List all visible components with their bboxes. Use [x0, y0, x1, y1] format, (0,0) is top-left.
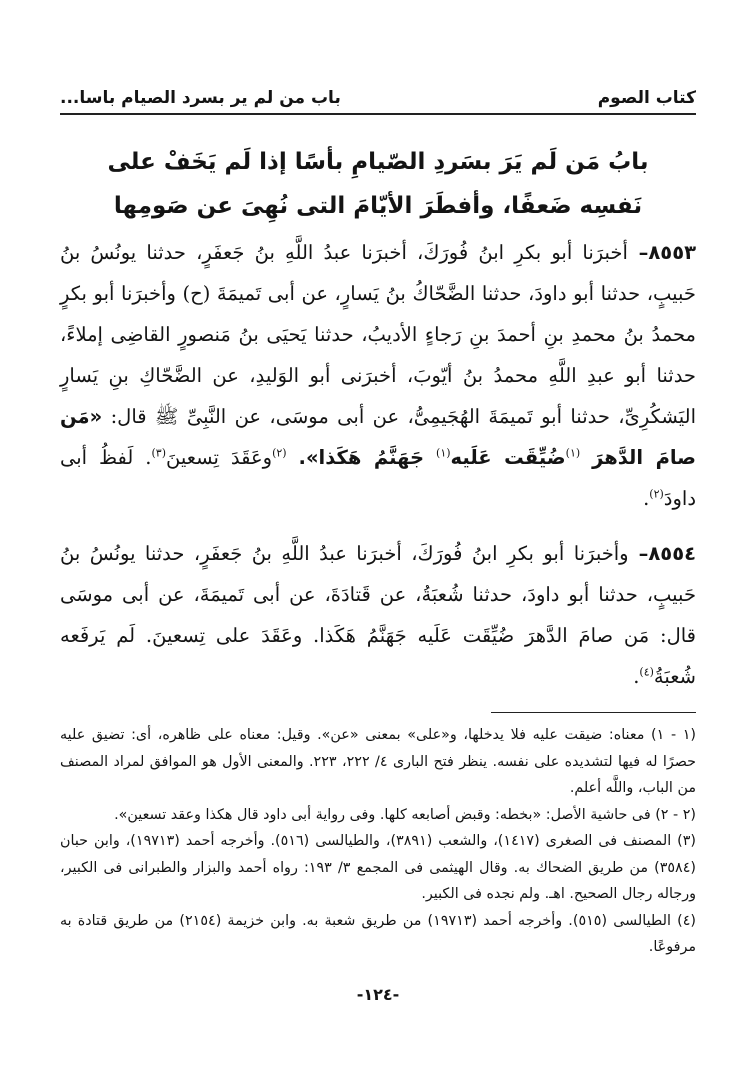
hadith-text-b: وعَقَدَ تِسعينَ — [166, 446, 273, 469]
chapter-title — [60, 140, 696, 228]
prophetic-quote-part-3: جَهَنَّمُ هَكَذا». — [298, 446, 425, 469]
footnote-marker-1-end: (١) — [436, 446, 451, 460]
footnote-1: (١ - ١) معناه: ضيقت عليه فلا يدخلها، و«على» بمعنى «عن». وقيل: معناه على ظاهره، أى: تضيق عليه حصرًا له فيها لتشديده على نفسه. ينظر فتح البارى ٤/ ٢٢٢، ٢٢٣. والمعنى الأول هو الموافق لمراد المصنف من الباب، واللَّه أعلم. — [60, 727, 696, 796]
footnote-marker-3: (٣) — [151, 446, 167, 460]
main-text — [60, 232, 696, 697]
hadith-number: ٨٥٥٣ — [648, 241, 696, 264]
header-rule — [60, 113, 696, 115]
prophetic-quote-part-2: ضُيِّقَت عَلَيه — [450, 446, 566, 469]
number-dash: – — [627, 241, 649, 264]
footnote-marker-2-end: (٢) — [649, 487, 664, 501]
hadith-text-c: . لَفظُ أبى داودَ — [60, 446, 696, 510]
page-number: -١٢٤- — [356, 985, 400, 1004]
hadith-text-d: . — [643, 487, 650, 510]
hadith-8553 — [60, 232, 696, 519]
book-title: كتاب الصوم — [597, 88, 696, 108]
footnote-4: (٤) الطيالسى (٥١٥). وأخرجه أحمد (١٩٧١٣) من طريق شعبة به. وابن خزيمة (٢١٥٤) من طريق قتادة به مرفوعًا. — [60, 912, 696, 955]
hadith-8554 — [60, 533, 696, 697]
chapter-title-line-2: نَفسِه ضَعفًا، وأفطَرَ الأيّامَ التى نُهِىَ عن صَومِها — [113, 193, 643, 219]
hadith-number: ٨٥٥٤ — [648, 542, 696, 565]
footnote-2: (٢ - ٢) فى حاشية الأصل: «بخطه: وقبض أصابعه كلها. وفى رواية أبى داود قال هكذا وعقد تسعين». — [114, 806, 696, 823]
hadith-text: وأخبرَنا أبو بكرِ ابنُ فُورَكَ، أخبرَنا عبدُ اللَّهِ بنُ جَعفَرٍ، حدثنا يونُسُ بنُ حَبيبٍ، حدثنا أبو داودَ، حدثنا شُعبَةُ، عن قَتادَةَ، عن أبى تَميمَةَ، عن أبى موسَى قال: مَن صامَ الدَّهرَ ضُيِّقَت عَلَيه جَهَنَّمُ هَكَذا. وعَقَدَ على تِسعينَ. لَم يَرفَعه شُعبَةُ — [60, 542, 696, 688]
footnote-separator — [491, 712, 696, 713]
number-dash: – — [628, 542, 649, 565]
book-page — [60, 0, 696, 1080]
running-header — [60, 80, 696, 108]
footnote-3: (٣) المصنف فى الصغرى (١٤١٧)، والشعب (٣٨٩١)، والطيالسى (٥١٦). وأخرجه أحمد (١٩٧١٣)، وابن حبان (٣٥٨٤) من طريق الضحاك به. وقال الهيثمى فى المجمع ٣/ ١٩٣: رواه أحمد والبزار والطبرانى فى الكبير، ورجاله رجال الصحيح. اهـ. ولم نجده فى الكبير. — [60, 833, 696, 902]
hadith-text: أخبرَنا أبو بكرِ ابنُ فُورَكَ، أخبرَنا عبدُ اللَّهِ بنُ جَعفَرٍ، حدثنا يونُسُ بنُ حَبيبٍ، حدثنا أبو داودَ، حدثنا الضَّحّاكُ بنُ يَسارٍ، عن أبى تَميمَةَ (ح) وأخبرَنا أبو بكرٍ محمدُ بنُ محمدِ بنِ أحمدَ بنِ رَجاءٍ الأديبُ، حدثنا يَحيَى بنُ مَنصورٍ القاضِى إملاءً، حدثنا أبو عبدِ اللَّهِ محمدُ بنُ أيّوبَ، أخبرَنى أبو الوَليدِ، عن الضَّحّاكِ بنِ يَسارٍ اليَشكُرِىِّ، حدثنا أبو تَميمَةَ الهُجَيمِىُّ، عن أبى موسَى، عن النَّبِىِّ ﷺ قال: — [60, 241, 696, 428]
chapter-title-line-1: بابُ مَن لَم يَرَ بسَردِ الصّيامِ بأسًا إذا لَم يَخَفْ على — [107, 149, 649, 175]
footnotes — [60, 722, 696, 961]
hadith-text-b: . — [633, 665, 640, 688]
footnote-marker-2: (٢) — [272, 446, 287, 460]
footnote-marker-4: (٤) — [639, 665, 654, 679]
footnote-marker-1: (١) — [565, 446, 581, 460]
chapter-running-title: باب من لم ير بسرد الصيام باسا... — [60, 88, 341, 108]
paragraph-gap — [60, 519, 696, 533]
prophetic-quote-part-1: «مَن صامَ الدَّهرَ — [60, 405, 697, 469]
